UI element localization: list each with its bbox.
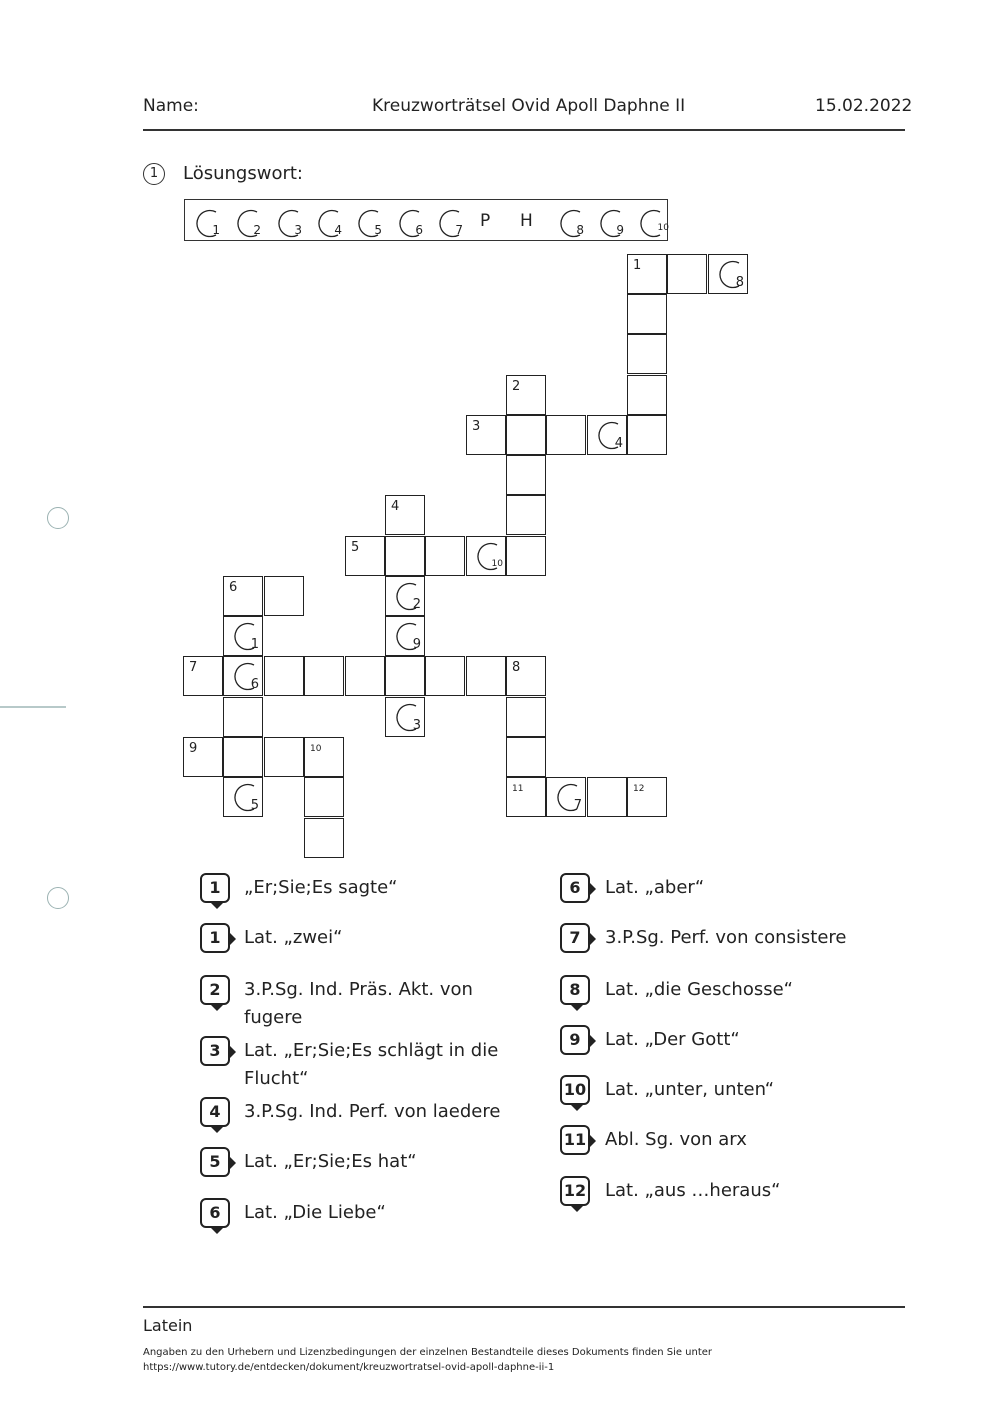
grid-cell[interactable] — [627, 375, 667, 415]
grid-cell[interactable] — [183, 656, 223, 696]
grid-clue-number: 10 — [310, 744, 322, 754]
grid-cell[interactable] — [667, 254, 707, 294]
grid-cell[interactable] — [264, 656, 304, 696]
solution-slot[interactable] — [470, 204, 510, 238]
grid-cell[interactable] — [627, 415, 667, 455]
solution-slot[interactable] — [348, 204, 388, 238]
grid-cell[interactable] — [264, 576, 304, 616]
clue-text: Lat. „aber“ — [605, 877, 705, 898]
grid-cell[interactable] — [506, 536, 546, 576]
grid-cell[interactable] — [425, 656, 465, 696]
clue-number-badge: 12 — [560, 1176, 590, 1206]
task-label: Lösungswort: — [183, 163, 303, 184]
grid-cell[interactable] — [546, 415, 586, 455]
grid-solution-number: 9 — [412, 637, 421, 652]
clue-number-badge: 6 — [560, 873, 590, 903]
clue-number-badge: 7 — [560, 923, 590, 953]
clue-number-badge: 2 — [200, 975, 230, 1005]
grid-solution-number: 7 — [573, 798, 582, 813]
clue-number-badge: 11 — [560, 1125, 590, 1155]
grid-cell[interactable] — [506, 495, 546, 535]
grid-cell[interactable] — [627, 254, 667, 294]
solution-slot[interactable] — [227, 204, 267, 238]
clue-number-badge: 4 — [200, 1097, 230, 1127]
grid-clue-number: 9 — [189, 741, 198, 756]
grid-cell[interactable] — [506, 656, 546, 696]
solution-slot[interactable] — [510, 204, 550, 238]
clue-number-badge: 10 — [560, 1075, 590, 1105]
clue-text: „Er;Sie;Es sagte“ — [244, 877, 398, 898]
solution-slot[interactable] — [308, 204, 348, 238]
grid-cell-solution[interactable] — [385, 697, 425, 737]
solution-slot-number: 6 — [415, 223, 423, 237]
grid-cell[interactable] — [304, 656, 344, 696]
solution-slot[interactable] — [268, 204, 308, 238]
grid-cell-solution[interactable] — [223, 616, 263, 656]
clue-number-badge: 6 — [200, 1198, 230, 1228]
grid-cell-solution[interactable] — [385, 576, 425, 616]
grid-solution-number: 10 — [491, 559, 503, 569]
grid-cell[interactable] — [264, 737, 304, 777]
grid-cell[interactable] — [466, 656, 506, 696]
grid-clue-number: 1 — [633, 258, 642, 273]
grid-cell[interactable] — [627, 334, 667, 374]
grid-cell[interactable] — [223, 576, 263, 616]
solution-slot[interactable] — [389, 204, 429, 238]
clue-text: 3.P.Sg. Ind. Präs. Akt. von fugere — [244, 979, 473, 1028]
clue-text: Lat. „zwei“ — [244, 927, 343, 948]
grid-clue-number: 4 — [391, 499, 400, 514]
grid-cell[interactable] — [223, 697, 263, 737]
grid-cell-solution[interactable] — [708, 254, 748, 294]
solution-slot-number: 1 — [212, 223, 220, 237]
solution-slot[interactable] — [630, 204, 670, 238]
grid-solution-number: 4 — [614, 436, 623, 451]
punch-hole-mark — [47, 507, 69, 529]
fold-mark — [0, 706, 66, 708]
grid-cell-solution[interactable] — [223, 656, 263, 696]
clue-number-badge: 8 — [560, 975, 590, 1005]
grid-clue-number: 12 — [633, 784, 645, 794]
grid-cell[interactable] — [506, 455, 546, 495]
solution-slot[interactable] — [186, 204, 226, 238]
solution-slot[interactable] — [550, 204, 590, 238]
grid-cell[interactable] — [385, 536, 425, 576]
footer-rule — [143, 1306, 905, 1308]
clue-text: Lat. „Er;Sie;Es schlägt in die Flucht“ — [244, 1040, 499, 1089]
grid-cell-solution[interactable] — [466, 536, 506, 576]
clue-text: 3.P.Sg. Perf. von consistere — [605, 927, 847, 948]
grid-cell[interactable] — [506, 415, 546, 455]
clue-text: Lat. „Die Liebe“ — [244, 1202, 386, 1223]
solution-slot-number: 5 — [374, 223, 382, 237]
grid-cell[interactable] — [385, 495, 425, 535]
license-note-text: Angaben zu den Urhebern und Lizenzbedingungen der einzelnen Bestandteile dieses Dokuments finden Sie unter — [143, 1347, 713, 1358]
grid-solution-number: 2 — [412, 597, 421, 612]
subject-label: Latein — [143, 1316, 193, 1335]
grid-cell-solution[interactable] — [587, 415, 627, 455]
task-number: 1 — [143, 163, 165, 185]
clue-number-badge: 1 — [200, 873, 230, 903]
grid-cell[interactable] — [506, 375, 546, 415]
grid-solution-number: 5 — [250, 798, 259, 813]
grid-clue-number: 8 — [512, 660, 521, 675]
grid-cell[interactable] — [385, 656, 425, 696]
grid-solution-number: 1 — [250, 637, 259, 652]
grid-cell[interactable] — [506, 737, 546, 777]
solution-letter: H — [520, 211, 533, 231]
name-label: Name: — [143, 96, 199, 116]
clue-text: Abl. Sg. von arx — [605, 1129, 747, 1150]
license-note-url[interactable]: https://www.tutory.de/entdecken/dokument/kreuzwortratsel-ovid-apoll-daphne-ii-1 — [143, 1362, 555, 1373]
grid-clue-number: 2 — [512, 379, 521, 394]
clue-text: Lat. „Der Gott“ — [605, 1029, 740, 1050]
grid-cell[interactable] — [304, 818, 344, 858]
solution-slot-number: 3 — [294, 223, 302, 237]
grid-cell[interactable] — [304, 777, 344, 817]
solution-letter: P — [480, 211, 491, 231]
grid-cell[interactable] — [425, 536, 465, 576]
clue-number-badge: 5 — [200, 1147, 230, 1177]
clue-number-badge: 3 — [200, 1036, 230, 1066]
grid-cell[interactable] — [627, 294, 667, 334]
solution-slot-number: 2 — [253, 223, 261, 237]
document-date: 15.02.2022 — [815, 96, 913, 116]
grid-solution-number: 3 — [412, 718, 421, 733]
grid-cell[interactable] — [587, 777, 627, 817]
grid-cell[interactable] — [466, 415, 506, 455]
grid-cell[interactable] — [345, 536, 385, 576]
license-note — [143, 1345, 763, 1375]
solution-slot-number: 9 — [616, 223, 624, 237]
grid-cell[interactable] — [506, 697, 546, 737]
clue-text: Lat. „unter, unten“ — [605, 1079, 775, 1100]
grid-cell[interactable] — [223, 737, 263, 777]
header-rule — [143, 129, 905, 131]
grid-clue-number: 11 — [512, 784, 524, 794]
grid-clue-number: 3 — [472, 419, 481, 434]
grid-cell[interactable] — [627, 777, 667, 817]
solution-slot-number: 10 — [657, 223, 669, 233]
clue-text: Lat. „aus …heraus“ — [605, 1180, 781, 1201]
solution-slot-number: 7 — [455, 223, 463, 237]
grid-solution-number: 8 — [735, 275, 744, 290]
clue-text: 3.P.Sg. Ind. Perf. von laedere — [244, 1101, 501, 1122]
grid-cell-solution[interactable] — [223, 777, 263, 817]
grid-clue-number: 7 — [189, 660, 198, 675]
solution-slot-number: 8 — [576, 223, 584, 237]
grid-cell[interactable] — [183, 737, 223, 777]
solution-slot-number: 4 — [334, 223, 342, 237]
punch-hole-mark — [47, 887, 69, 909]
clue-number-badge: 9 — [560, 1025, 590, 1055]
solution-slot[interactable] — [590, 204, 630, 238]
grid-cell-solution[interactable] — [546, 777, 586, 817]
grid-clue-number: 5 — [351, 540, 360, 555]
grid-cell[interactable] — [304, 737, 344, 777]
clue-text: Lat. „die Geschosse“ — [605, 979, 793, 1000]
clue-number-badge: 1 — [200, 923, 230, 953]
grid-solution-number: 6 — [250, 677, 259, 692]
clue-text: Lat. „Er;Sie;Es hat“ — [244, 1151, 417, 1172]
grid-clue-number: 6 — [229, 580, 238, 595]
grid-cell[interactable] — [345, 656, 385, 696]
grid-cell-solution[interactable] — [385, 616, 425, 656]
grid-cell[interactable] — [506, 777, 546, 817]
document-title: Kreuzworträtsel Ovid Apoll Daphne II — [372, 96, 686, 116]
solution-slot[interactable] — [429, 204, 469, 238]
